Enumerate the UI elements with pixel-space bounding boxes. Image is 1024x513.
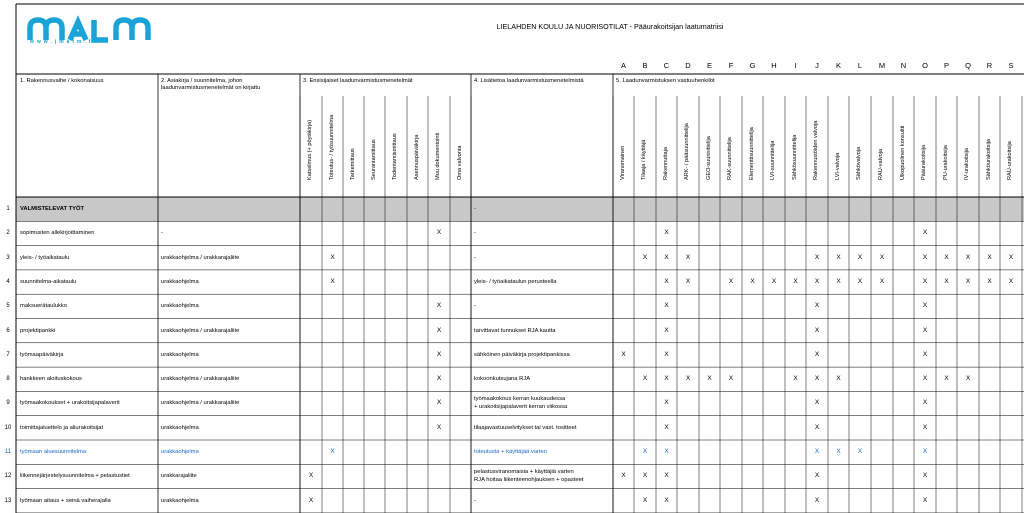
column-letter-q: Q [965,61,971,70]
person-header: Tilaaja / käyttäjä [641,139,647,180]
info-cell: - [474,206,476,212]
person-mark: X [857,253,863,261]
person-header: PU-urakoitsija [943,145,949,180]
phase-cell: hankkeen aloituskokous [20,376,82,383]
column-letter-h: H [771,61,777,70]
document-cell: urakkaohjelma / urakkarajaliite [161,400,240,407]
logo-url: www.jmalm.fi [30,39,98,45]
column-letter-i: I [794,61,797,70]
document-cell: urakkaohjelma / urakkarajaliite [161,327,240,334]
document-cell: urakkaohjelma [161,497,199,504]
phase-cell: toimittajaluettelo ja aliurakoitsijat [20,424,104,431]
phase-cell: projektipankki [20,327,56,334]
row-number: 6 [6,327,10,334]
method-mark: X [330,448,335,455]
column-letter-e: E [706,61,713,70]
method-mark: X [330,253,335,261]
method-mark: X [436,350,442,358]
person-mark: X [836,448,841,455]
phase-cell: työmaan aitaus + seinä vaiheraja​lla [20,497,111,504]
person-mark: X [922,229,928,237]
person-mark: X [664,350,669,358]
person-header: Sähkösuunnittelija [792,134,798,180]
person-mark: X [814,472,820,480]
person-header: RAU-valvoja [878,148,884,180]
method-header: Muu dokumentointi [435,132,441,180]
phase-cell: maksuerätaulukko [20,303,68,310]
row-number: 13 [4,497,12,504]
info-cell: - [474,254,476,261]
phase-cell: työmaapäiväkirja [20,351,64,358]
person-mark: X [728,277,734,285]
method-header: Asennuspäiväkirja [414,134,420,180]
person-mark: X [814,302,820,310]
person-mark: X [965,277,971,285]
person-mark: X [642,496,648,504]
document-cell: urakkarajaliite [161,473,197,480]
person-mark: X [879,277,885,285]
column-letter-n: N [900,61,907,70]
person-mark: X [836,253,841,261]
phase-cell: työmaakokoukset + urakoitsijapalaverit [20,400,120,407]
column-letter-r: R [986,61,993,70]
method-mark: X [308,496,314,504]
phase-cell: VALMISTELEVAT TYÖT [20,206,85,212]
column-letter-b: B [642,61,648,70]
person-mark: X [814,423,820,431]
person-mark: X [814,399,820,407]
person-header: Elementtisuunnittelija [749,127,755,180]
person-mark: X [922,448,928,455]
method-mark: X [436,399,442,407]
method-mark: X [436,375,442,383]
row-number: 11 [4,449,12,455]
person-mark: X [814,350,820,358]
row-number: 12 [4,473,12,480]
person-mark: X [707,375,712,383]
method-header: Todentamismittaus [392,133,398,180]
row-number: 3 [6,254,10,261]
info-cell: yleis- / työaikataulun perusteella [474,278,557,285]
column-letter-l: L [857,61,863,70]
person-mark: X [664,253,669,261]
column-letter-j: J [815,61,819,70]
person-header: GEO-suunnittelija [706,136,712,180]
person-header: LVI-suunnittelija [770,140,776,180]
phase-cell: yleis- / työaikataulu [20,254,70,261]
person-mark: X [836,375,841,383]
method-mark: X [436,229,442,237]
person-mark: X [621,350,626,358]
person-mark: X [685,253,691,261]
person-mark: X [922,277,928,285]
column-letter-g: G [749,61,756,70]
info-cell: pelastusviranomaisia + käyttäjiä varten RJA hoitaa liikenteenohjauksen + opasteet [474,469,584,483]
person-mark: X [987,253,992,261]
header-document: 2. Asiakirja / suunnitelma, johon laadunvarmistusmenetelmät on kirjattu [161,78,261,91]
person-mark: X [664,375,669,383]
person-header: RAK-suunnittelija [727,137,733,180]
person-mark: X [965,375,971,383]
person-mark: X [685,277,691,285]
person-mark: X [922,423,928,431]
info-cell: kokoonkutsujana RJA [474,376,531,383]
header-persons: 5. Laadunvarmistuksen vastuuhenkilöt [616,78,715,84]
row-number: 2 [6,230,10,237]
document-cell: urakkaohjelma [161,303,199,310]
header-phase: 1. Rakennusvaihe / kokonaisuus [20,78,104,84]
person-mark: X [987,277,992,285]
person-header: Pääurakoitsija [921,144,927,180]
document-cell: urakkaohjelma [161,424,199,431]
person-mark: X [728,375,734,383]
person-mark: X [965,253,971,261]
method-header: Toteutus- / työsuunnitelma [329,114,335,180]
row-number: 4 [6,278,10,285]
person-mark: X [642,448,648,455]
method-header: Oma valvonta [457,145,463,180]
person-mark: X [664,399,669,407]
phase-cell: suunnitelma-aikataulu [20,278,77,285]
row-number: 7 [6,351,10,358]
person-mark: X [1008,277,1014,285]
info-cell: sähköinen päiväkirja projektipankissa [474,351,570,358]
document-cell: urakkaohjelma [161,351,199,358]
phase-cell: sopimusten allekirjoittaminen [20,230,95,237]
person-mark: X [922,375,928,383]
person-mark: X [922,472,928,480]
document-cell: urakkaohjelma / urakkarajaliite [161,254,240,261]
column-letter-d: D [685,61,691,70]
person-mark: X [922,399,928,407]
method-header: Tarkemittaus [350,148,356,180]
person-mark: X [664,423,669,431]
person-header: IV-urakoitsija [964,147,970,180]
person-mark: X [621,472,626,480]
method-header: Seurantamittaus [371,139,377,180]
person-header: RAU-urakoitsija [1007,141,1013,180]
row-number: 9 [6,400,10,407]
person-mark: X [814,326,820,334]
person-mark: X [857,277,863,285]
person-mark: X [642,375,648,383]
row-number: 8 [6,376,10,383]
person-mark: X [879,253,885,261]
header-info: 4. Lisätietoa laadunvarmistusmenetelmistä [474,78,584,84]
person-mark: X [922,253,928,261]
column-letter-m: M [878,61,886,70]
column-letter-f: F [728,61,734,70]
person-header: Sähköurakoitsija [986,138,992,180]
person-mark: X [664,496,669,504]
person-mark: X [664,277,669,285]
page-title: LIELAHDEN KOULU JA NUORISOTILAT - Pääurakoitsijan laatumatriisi [496,22,724,31]
person-mark: X [664,448,669,455]
phase-cell: liikennejärjestelysuunnitelma + pelastustiet [20,473,130,480]
method-mark: X [436,326,442,334]
section-row-fill [16,197,1024,221]
document-cell: urakkaohjelma [161,449,199,455]
info-cell: toteutusta + käyttäjää varten [474,449,547,455]
person-mark: X [1008,253,1014,261]
person-mark: X [664,302,669,310]
method-mark: X [308,472,314,480]
person-mark: X [664,229,669,237]
method-mark: X [436,302,442,310]
column-letter-k: K [835,61,842,70]
person-mark: X [793,277,798,285]
info-cell: - [474,303,476,310]
person-mark: X [922,496,928,504]
person-mark: X [793,375,798,383]
person-mark: X [814,496,820,504]
person-mark: X [857,448,863,455]
person-mark: X [771,277,777,285]
person-header: Viranomainen [620,145,626,180]
person-mark: X [944,375,949,383]
person-mark: X [642,253,648,261]
column-letter-a: A [620,61,627,70]
person-header: ARK- / pääsuunnittelija [684,123,690,180]
person-mark: X [814,253,820,261]
person-mark: X [944,277,949,285]
info-cell: tilaajavastuuselvitykset tai vast. tositteet [474,424,577,431]
person-mark: X [922,326,928,334]
row-number: 10 [4,424,12,431]
row-number: 1 [6,206,10,212]
person-mark: X [836,277,841,285]
person-header: Sähkövalvoja [856,146,862,180]
info-cell: - [474,230,476,237]
person-mark: X [944,253,949,261]
column-letter-o: O [922,61,928,70]
person-mark: X [814,277,820,285]
person-mark: X [922,302,928,310]
document-cell: urakkaohjelma [161,278,199,285]
person-mark: X [685,375,691,383]
person-mark: X [922,350,928,358]
method-mark: X [330,277,335,285]
document-cell: urakkaohjelma / urakkarajaliite [161,376,240,383]
person-header: Rakennuttaja [663,147,669,180]
person-mark: X [814,375,820,383]
column-letter-s: S [1008,61,1014,70]
info-cell: tarvittavat tunnukset RJA kautta [474,327,556,334]
info-cell: - [474,497,476,504]
person-header: LVI-valvoja [835,152,841,180]
info-cell: työmaakokous kerran kuukaudessa + urakoitsijapalaverit kerran viikossa [474,396,568,410]
person-mark: X [750,277,755,285]
person-mark: X [664,326,669,334]
person-mark: X [642,472,648,480]
column-letter-c: C [663,61,670,70]
person-mark: X [814,448,820,455]
person-header: Rakennustöiden valvoja [813,120,819,180]
person-mark: X [664,472,669,480]
method-header: Katselmus (+ pöytäkirja) [307,119,313,180]
row-number: 5 [6,303,10,310]
phase-cell: työmaan aluesuunnitelma [20,449,87,455]
document-cell: - [161,230,163,237]
person-header: Ulkopuolinen konsultti [900,125,906,180]
column-letter-p: P [943,61,950,70]
header-methods: 3. Ensisijaiset laadunvarmistusmenetelmät [303,78,413,84]
method-mark: X [436,423,442,431]
